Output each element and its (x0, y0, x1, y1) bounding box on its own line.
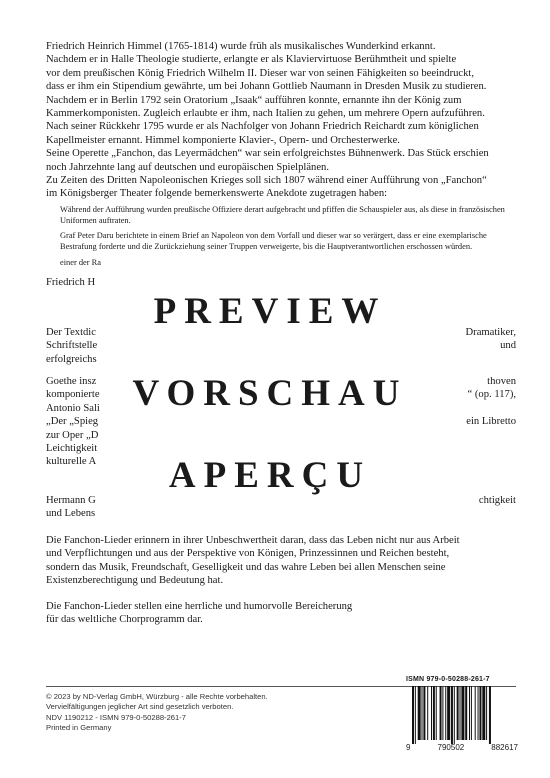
watermark-vorschau: VORSCHAU (132, 373, 408, 414)
barcode-bar (433, 686, 435, 740)
barcode-bar (460, 686, 461, 740)
row-left: Der Textdic (46, 327, 96, 338)
barcode-bar (436, 686, 437, 740)
closing-paragraph (46, 600, 516, 627)
quote-paragraph: einer der Ra (60, 257, 101, 267)
closing-text (46, 534, 516, 626)
row-right: ein Libretto (466, 416, 516, 428)
imprint-line: NDV 1190212 - ISMN 979-0-50288-261-7 (46, 712, 187, 722)
intro-line: Kapellmeister ernannt. Himmel komponierte Klavier-, Opern- und Orchesterwerke. (46, 134, 400, 146)
intro-line: Nachdem er in Halle Theologie studierte, erlangte er als Klaviervirtuose Berühmtheit und spielte (46, 54, 457, 66)
closing-line: für das weltliche Chorprogramm dar. (46, 614, 203, 626)
intro-text (46, 40, 516, 268)
imprint-line: Vervielfältigungen jeglicher Art sind gesetzlich verboten. (46, 702, 234, 712)
barcode-bar (489, 686, 491, 744)
intro-line: im Königsberger Theater folgende bemerkenswerte Anekdote zugetragen haben: (46, 188, 388, 200)
row-left: und Lebens (46, 508, 96, 520)
row-left: Leichtigkeit (46, 443, 98, 454)
barcode-bar (471, 686, 472, 740)
closing-line: und Verpflichtungen und aus der Perspektive von Königen, Prinzessinnen und Reichen besteht, (46, 548, 450, 560)
intro-line: vor dem preußischen König Friedrich Wilhelm II. Dieser war von seinen Fähigkeiten so beeindruckt, (46, 67, 475, 79)
intro-line: Nachdem er in Berlin 1792 sein Oratorium „Isaak“ aufführen konnte, ernannte ihn der König zum (46, 94, 462, 106)
row-left: komponierte (46, 389, 100, 401)
row-left: Antonio Sali (46, 402, 100, 414)
barcode-bar (447, 686, 450, 740)
row-left: erfolgreichs (46, 353, 97, 365)
publisher-imprint (46, 692, 268, 734)
row-right: chtigkeit (478, 495, 516, 506)
barcode-bar (482, 686, 485, 740)
row-left: Hermann G (46, 495, 96, 506)
closing-line: Existenzberechtigung und Bedeutung hat. (46, 575, 224, 587)
barcode-bar (478, 686, 479, 740)
row-left: Goethe insz (46, 376, 97, 387)
barcode-digit-group: 9 (406, 743, 411, 752)
barcode-bar (479, 686, 481, 740)
barcode-digit-group: 790502 (437, 743, 465, 752)
barcode-bar (454, 686, 455, 744)
row-left: „Der „Spieg (46, 416, 99, 428)
row-right: “ (op. 117), (467, 389, 516, 401)
intro-line: Zu Zeiten des Dritten Napoleonischen Krieges soll sich 1807 während einer Aufführung von „Fanchon“ (46, 175, 487, 187)
barcode-bar (451, 686, 453, 744)
text-row (46, 507, 516, 520)
quote-paragraph: Graf Peter Daru berichtete in einem Brief an Napoleon von dem Vorfall und dieser war so verärgert, dass er eine exemplarische Bestrafung forderte und die Zurückziehung seiner Truppen verweigerte, bis die Hauptverantwortlichen erschossen würden. (60, 231, 487, 252)
closing-line: sondern das Musik, Freundschaft, Geselligkeit und das wahre Leben bei allen Menschen seine (46, 561, 446, 573)
barcode-digit-group: 882617 (491, 743, 518, 752)
barcode-bar (427, 686, 428, 740)
barcode-bar (422, 686, 423, 740)
barcode-bar (475, 686, 476, 740)
barcode-bar (423, 686, 425, 740)
imprint-line: Printed in Germany (46, 723, 112, 733)
anecdote-quote (60, 204, 516, 268)
barcode-bar (418, 686, 421, 740)
barcode-image (406, 686, 518, 744)
barcode-bar (465, 686, 467, 740)
intro-line: Nach seiner Rückkehr 1795 wurde er als Nachfolger von Johann Friedrich Reichardt zum königlichen (46, 121, 479, 133)
row-left: kulturelle A (46, 456, 97, 468)
intro-line: noch Jahrzehnte lang auf deutschen und europäischen Spielplänen. (46, 161, 329, 173)
barcode-bar (469, 686, 470, 740)
row-right: thoven (487, 376, 516, 387)
intro-line: Seine Operette „Fanchon, das Leyermädchen“ war sein erfolgreichstes Bühnenwerk. Das Stück erschien (46, 148, 489, 160)
barcode-bar (440, 686, 442, 740)
barcode-bar (457, 686, 459, 740)
intro-line: dass er ihm ein Stipendium gewährte, um bei Johann Gottlieb Naumann in Dresden Musik zu studieren. (46, 81, 487, 93)
watermark-apercu: APERÇU (168, 455, 372, 496)
row-left: zur Oper „D (46, 429, 99, 441)
barcode-bar (415, 686, 416, 744)
row-left: Schriftstelle (46, 340, 98, 352)
barcode-bar (412, 686, 414, 744)
barcode-bar (445, 686, 446, 740)
row-right: und (500, 340, 516, 352)
barcode-bar (442, 686, 443, 740)
barcode-digits (406, 743, 518, 752)
ismn-label: ISMN 979-0-50288-261-7 (406, 676, 490, 683)
imprint-line: © 2023 by ND-Verlag GmbH, Würzburg - alle Rechte vorbehalten. (46, 692, 268, 701)
barcode-bar (461, 686, 464, 740)
watermark-preview: PREVIEW (153, 291, 387, 332)
intro-line: Friedrich Heinrich Himmel (1765-1814) wurde früh als musikalisches Wunderkind erkannt. (46, 41, 436, 52)
author-fragment: Friedrich H (46, 277, 96, 288)
barcode-bar (486, 686, 487, 740)
intro-line: Kammerkomponisten. Zugleich erlaubte er ihm, nach Italien zu gehen, um mehrere Opern aufzuführen. (46, 108, 485, 120)
closing-line: Die Fanchon-Lieder stellen eine herrliche und humorvolle Bereicherung (46, 600, 353, 612)
quote-paragraph: Während der Aufführung wurden preußische Offiziere derart aufgebracht und pfiffen die Schauspieler aus, als diese in französischen Uniformen auftraten. (60, 204, 505, 226)
closing-line: Die Fanchon-Lieder erinnern in ihrer Unbeschwertheit daran, dass das Leben nicht nur aus Arbeit (46, 535, 460, 546)
closing-paragraph (46, 534, 516, 588)
row-right: Dramatiker, (465, 327, 516, 338)
barcode-bar (431, 686, 432, 740)
